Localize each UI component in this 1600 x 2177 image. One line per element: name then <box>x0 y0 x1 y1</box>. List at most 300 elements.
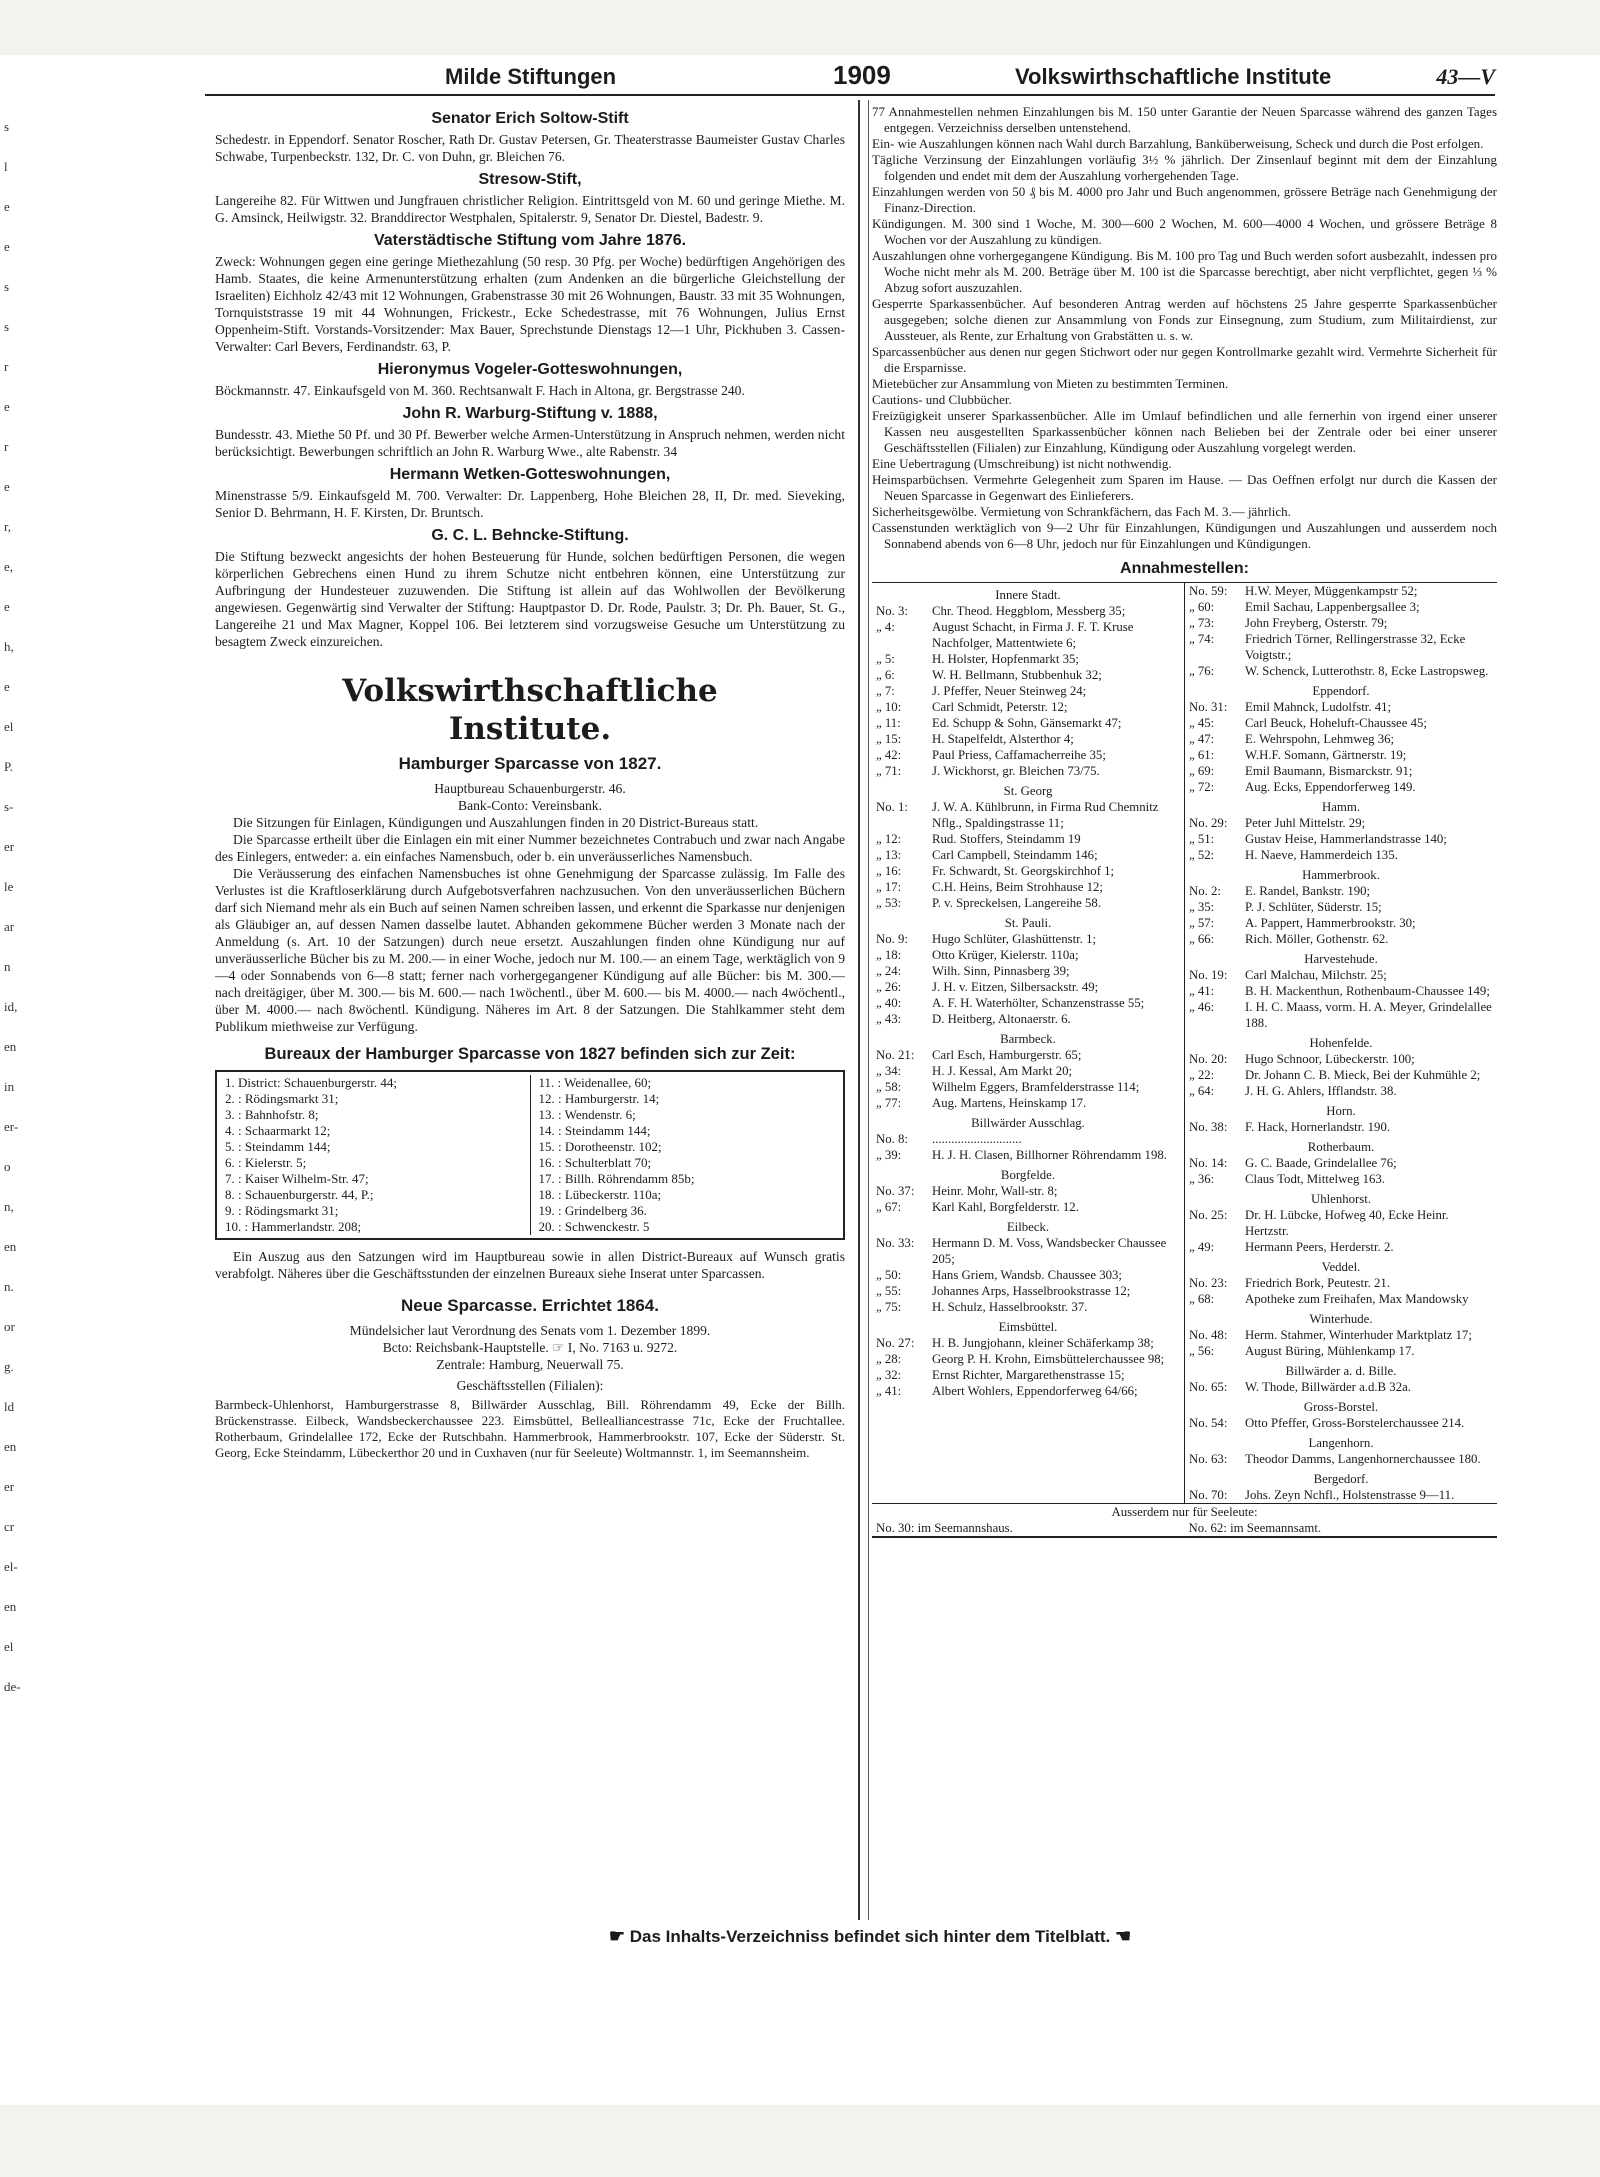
gutter-fragment: e <box>4 679 10 694</box>
agency-number: No. 70: <box>1189 1488 1228 1502</box>
foundation-body: Die Stiftung bezweckt angesichts der hohen Besteuerung für Hunde, solchen bedürftigen Personen, die wegen körperlichen Gebrechens einen Hund zu ihrem Schutze nicht entbehren können, eine Unterstützung zur Aufbringung der Hundesteuer zuzuwenden. Die Stiftung ist allein auf das Wohlwollen der Bevölkerung angewiesen. Gegenwärtig sind Verwalter der Stiftung: Hauptpastor D. Dr. Rode, Paulstr. 3; Dr. Ph. Bauer, St. G., Langereihe 21 und Max Magner, Koppel 106. Bei letzterem sind vorzugsweise Gesuche um Unterstützung zu besagtem Zweck einzureichen. <box>215 549 845 649</box>
district-heading: Eilbeck. <box>1006 1220 1050 1234</box>
agency-text: Johannes Arps, Hasselbrookstrasse 12; <box>932 1284 1131 1298</box>
gutter-fragment: de- <box>4 1679 21 1694</box>
bank-conto-neue-line: Bcto: Reichsbank-Hauptstelle. ☞ I, No. 7163 u. 9272. <box>382 1340 678 1355</box>
gutter-fragment: l <box>4 159 8 174</box>
gutter-fragment: e <box>4 399 10 414</box>
agency-number: „ 57: <box>1189 916 1215 930</box>
seeleute-row <box>872 1520 1497 1538</box>
agency-entry <box>1189 1275 1493 1291</box>
agency-text: F. Hack, Hornerlandstr. 190. <box>1245 1120 1391 1134</box>
agency-text: H.W. Meyer, Müggenkampstr 52; <box>1245 584 1418 598</box>
agency-entry <box>876 763 1180 779</box>
sparcasse-title: Hamburger Sparcasse von 1827. <box>398 754 662 773</box>
agency-text: Karl Kahl, Borgfelderstr. 12. <box>932 1200 1079 1214</box>
agency-entry <box>876 963 1180 979</box>
gutter-fragment: el- <box>4 1559 18 1574</box>
agency-number: „ 74: <box>1189 632 1215 646</box>
bureau-entry: 18. : Lübeckerstr. 110a; <box>538 1187 662 1202</box>
agency-text: Theodor Damms, Langenhornerchaussee 180. <box>1245 1452 1481 1466</box>
foundation-title: Vaterstädtische Stiftung vom Jahre 1876. <box>373 232 687 249</box>
district-heading: Eimsbüttel. <box>998 1320 1058 1334</box>
agency-text: Emil Mahnck, Ludolfstr. 41; <box>1245 700 1392 714</box>
bureau-entry: 19. : Grindelberg 36. <box>538 1203 647 1218</box>
annahmestellen-table <box>872 582 1497 1503</box>
agency-number: „ 55: <box>876 1284 902 1298</box>
gutter-fragment: e <box>4 239 10 254</box>
bureau-entry: 7. : Kaiser Wilhelm-Str. 47; <box>225 1171 369 1186</box>
agency-entry <box>1189 847 1493 863</box>
agency-text: Wilh. Sinn, Pinnasberg 39; <box>932 964 1070 978</box>
agency-number: „ 17: <box>876 880 902 894</box>
agency-entry <box>1189 1119 1493 1135</box>
foundation-title: Hermann Wetken-Gotteswohnungen, <box>389 466 671 483</box>
agency-number: „ 50: <box>876 1268 902 1282</box>
veraeusserung-paragraph: Die Veräusserung des einfachen Namensbuches ist ohne Genehmigung der Sparcasse zulässig. Im Falle des Verlustes ist die Kraftloserklärung durch Aufgebotsverfahren nachzusuchen. Von den unveräusserlichen Büchern darf sich Niemand mehr als ein Buch auf seinen Namen schreiben lassen, und erkennt die Sparkasse nur denjenigen als Gläubiger an, auf dessen Namen dasselbe lautet. Abhanden gekommene Bücher werden 3 Monate nach der Anmeldung (s. Art. 10 der Satzungen) durch neue ersetzt. Auszahlungen finden ohne Kündigung nur auf unveräusserliche Bücher bis zu M. 200.— in einer Woche, jedoch nur M. 100.— an einem Tage, werktäglich von 9—4 oder Sonnabends von 6—8 statt; ferner nach vorhergegangener Kündigung auf alle Bücher: bis M. 300.— nach dreitägiger, über M. 300.— bis M. 600.— nach 1wöchentl., über M. 600.— bis M. 4000.— nach 4wöchentl., über M. 4000.— nach 8wöchentl. Kündigung. Näheres im Art. 8 der Satzungen. Die Stahlkammer steht dem Publikum miethweise zur Verfügung. <box>215 866 845 1034</box>
feature-paragraph: Freizügigkeit unserer Sparkassenbücher. Alle im Umlauf befindlichen und alle fernerhin von irgend einer unserer Kassen neu ausgestellten Sparkassenbücher können nach Belieben bei der Zentrale oder bei einer unserer Geschäftsstellen (Filialen) zur Einzahlung, Kündigung oder Auszahlung vorgelegt werden. <box>872 408 1497 455</box>
agency-number: „ 18: <box>876 948 902 962</box>
agency-text: A. Pappert, Hammerbrookstr. 30; <box>1245 916 1416 930</box>
agency-number: No. 3: <box>876 604 908 618</box>
agency-number: No. 63: <box>1189 1452 1228 1466</box>
agency-text: Dr. Johann C. B. Mieck, Bei der Kuhmühle 2; <box>1245 1068 1481 1082</box>
agency-text: D. Heitberg, Altonaerstr. 6. <box>932 1012 1071 1026</box>
contrabuch-paragraph: Die Sparcasse ertheilt über die Einlagen ein mit einer Nummer bezeichnetes Contrabuch und zwar nach Angabe des Einlegers, entweder: a. ein einfaches Namensbuch, oder b. ein unveräusserliches Namensbuch. <box>215 832 845 864</box>
agency-number: „ 41: <box>876 1384 902 1398</box>
gutter-fragment: id, <box>4 999 18 1014</box>
district-heading: Hohenfelde. <box>1309 1036 1373 1050</box>
footer-text: Das Inhalts-Verzeichniss befindet sich hinter dem Titelblatt. <box>629 1927 1111 1946</box>
agency-text: Carl Campbell, Steindamm 146; <box>932 848 1098 862</box>
agency-text: P. J. Schlüter, Süderstr. 15; <box>1245 900 1382 914</box>
agency-number: No. 54: <box>1189 1416 1228 1430</box>
agency-text: Herm. Stahmer, Winterhuder Marktplatz 17; <box>1245 1328 1472 1342</box>
agency-number: „ 5: <box>876 652 895 666</box>
district-heading: Barmbeck. <box>1000 1032 1056 1046</box>
gutter-fragment: er <box>4 1479 15 1494</box>
agency-number: „ 47: <box>1189 732 1215 746</box>
gutter-fragment: en <box>4 1439 17 1454</box>
agency-entry <box>1189 815 1493 831</box>
agency-number: No. 38: <box>1189 1120 1228 1134</box>
agency-entry <box>1189 1487 1493 1503</box>
agency-entry <box>1189 1083 1493 1099</box>
gutter-fragment: en <box>4 1599 17 1614</box>
feature-paragraph: Mietebücher zur Ansammlung von Mieten zu bestimmten Terminen. <box>872 376 1229 391</box>
agency-entry <box>876 947 1180 963</box>
gutter-fragment: g. <box>4 1359 14 1374</box>
agency-number: „ 45: <box>1189 716 1215 730</box>
agency-number: „ 66: <box>1189 932 1215 946</box>
agency-number: „ 71: <box>876 764 902 778</box>
agency-entry <box>876 1283 1180 1299</box>
agency-entry <box>1189 1207 1493 1239</box>
agency-text: Otto Pfeffer, Gross-Borstelerchaussee 214. <box>1245 1416 1465 1430</box>
agency-text: Johs. Zeyn Nchfl., Holstenstrasse 9—11. <box>1245 1488 1455 1502</box>
gutter-fragment: s <box>4 119 10 134</box>
agency-entry <box>876 651 1180 667</box>
feature-paragraph: Sparcassenbücher aus denen nur gegen Stichwort oder nur gegen Kontrollmarke gezahlt wird. Vermehrte Sicherheit für die Ersparnisse. <box>872 344 1497 375</box>
agency-text: Gustav Heise, Hammerlandstrasse 140; <box>1245 832 1447 846</box>
foundation-title: Stresow-Stift, <box>478 171 582 188</box>
feature-paragraph: Cautions- und Clubbücher. <box>872 392 1012 407</box>
gutter-fragment: er- <box>4 1119 19 1134</box>
gutter-fragment: e <box>4 199 10 214</box>
bureau-entry: 3. : Bahnhofstr. 8; <box>225 1107 319 1122</box>
bank-conto-line: Bank-Conto: Vereinsbank. <box>458 798 602 813</box>
column-divider <box>858 100 860 1920</box>
foundation-title: Hieronymus Vogeler-Gotteswohnungen, <box>377 361 683 378</box>
agency-text: Hugo Schlüter, Glashüttenstr. 1; <box>932 932 1097 946</box>
feature-paragraph: Cassenstunden werktäglich von 9—2 Uhr für Einzahlungen, Kündigungen und Auszahlungen und ausserdem noch Sonnabend abends von 6—8 Uhr, jedoch nur für Einzahlungen und Kündigungen. <box>872 520 1497 551</box>
agency-entry <box>1189 915 1493 931</box>
agency-entry <box>1189 583 1493 599</box>
agency-entry <box>876 1383 1180 1399</box>
agency-number: „ 39: <box>876 1148 902 1162</box>
section-title-line-2: Institute. <box>448 711 612 747</box>
seeleute-right: No. 62: im Seemannsamt. <box>1188 1521 1322 1535</box>
footer-notice <box>470 1926 1270 1947</box>
agency-text: E. Randel, Bankstr. 190; <box>1245 884 1371 898</box>
gutter-fragment: r <box>4 359 9 374</box>
agency-entry <box>1189 983 1493 999</box>
gutter-fragment: n <box>4 959 11 974</box>
agency-text: W. Thode, Billwärder a.d.B 32a. <box>1245 1380 1411 1394</box>
agency-number: No. 21: <box>876 1048 915 1062</box>
agency-number: „ 40: <box>876 996 902 1010</box>
foundation-title: John R. Warburg-Stiftung v. 1888, <box>402 405 658 422</box>
feature-paragraph: Eine Uebertragung (Umschreibung) ist nicht nothwendig. <box>872 456 1172 471</box>
district-heading: Innere Stadt. <box>995 588 1061 602</box>
agency-text: H. Schulz, Hasselbrookstr. 37. <box>932 1300 1088 1314</box>
district-heading: Eppendorf. <box>1312 684 1370 698</box>
agency-text: Emil Sachau, Lappenbergsallee 3; <box>1245 600 1420 614</box>
agency-number: „ 56: <box>1189 1344 1215 1358</box>
agency-entry <box>876 731 1180 747</box>
district-heading: Billwärder a. d. Bille. <box>1285 1364 1397 1378</box>
foundation-body: Bundesstr. 43. Miethe 50 Pf. und 30 Pf. Bewerber welche Armen-Unterstützung in Anspruch nehmen, werden nicht berücksichtigt. Bewerbungen schriftlich an John R. Warburg Wwe., alte Rabenstr. 34 <box>215 427 845 459</box>
agency-entry <box>1189 1051 1493 1067</box>
agency-number: „ 64: <box>1189 1084 1215 1098</box>
agency-number: „ 26: <box>876 980 902 994</box>
agency-text: Carl Esch, Hamburgerstr. 65; <box>932 1048 1082 1062</box>
agency-entry <box>876 1147 1180 1163</box>
feature-paragraph: Einzahlungen werden von 50 ₰ bis M. 4000 pro Jahr und Buch angenommen, grössere Beträge nach Genehmigung der Finanz-Direction. <box>872 184 1497 215</box>
agency-entry <box>1189 663 1493 679</box>
header-page-number: 43—V <box>1436 64 1495 89</box>
foundation-body: Zweck: Wohnungen gegen eine geringe Miethezahlung (50 resp. 30 Pfg. per Woche) bedürftigen Angehörigen des Hamb. Staates, die keine Armenunterstützung erhalten (zum Andenken an die bürgerliche Gleichstellung der Israeliten) Eichholz 42/43 mit 12 Wohnungen, Grabenstrasse 30 mit 26 Wohnungen, Baustr. 33 mit 35 Wohnungen, Tornquiststrasse 19 mit 44 Wohnungen, Frickestr., Ecke Schedestrasse, mit 76 Wohnungen, Julius Ernst Oppenheim-Stift. Vorstands-Vorsitzender: Max Bauer, Sprechstunde Dienstags 12—1 Uhr, Pickhuben 3. Cassen-Verwalter: Carl Bevers, Ferdinandstr. 63, P. <box>215 254 845 354</box>
agency-text: P. v. Spreckelsen, Langereihe 58. <box>932 896 1102 910</box>
annahmestellen-column-right <box>1184 583 1497 1503</box>
agency-text: I. H. C. Maass, vorm. H. A. Meyer, Grindelallee 188. <box>1245 1000 1492 1030</box>
agency-entry <box>876 863 1180 879</box>
agency-text: Friedrich Bork, Peutestr. 21. <box>1245 1276 1391 1290</box>
section-title-line-1: Volkswirthschaftliche <box>342 673 718 709</box>
agency-entry <box>876 1267 1180 1283</box>
agency-number: „ 46: <box>1189 1000 1215 1014</box>
agency-text: Claus Todt, Mittelweg 163. <box>1245 1172 1385 1186</box>
agency-entry <box>1189 931 1493 947</box>
agency-text: H. J. H. Clasen, Billhorner Röhrendamm 198. <box>932 1148 1167 1162</box>
agency-entry <box>1189 967 1493 983</box>
foundation-body: Schedestr. in Eppendorf. Senator Roscher, Rath Dr. Gustav Petersen, Gr. Theaterstrasse Baumeister Gustav Charles Schwabe, Turpenbeckstr. 132, Dr. C. von Duhn, gr. Bleichen 76. <box>215 132 845 164</box>
gutter-fragment: or <box>4 1319 15 1334</box>
agency-entry <box>876 895 1180 911</box>
agency-number: No. 31: <box>1189 700 1228 714</box>
section-title <box>215 672 845 748</box>
feature-paragraph: Sicherheitsgewölbe. Vermietung von Schrankfächern, das Fach M. 3.— jährlich. <box>872 504 1291 519</box>
gutter-fragment: s- <box>4 799 14 814</box>
agency-text: Peter Juhl Mittelstr. 29; <box>1245 816 1366 830</box>
district-heading: Billwärder Ausschlag. <box>971 1116 1085 1130</box>
gutter-fragment: ar <box>4 919 15 934</box>
gutter-fragment: s <box>4 279 10 294</box>
gutter-fragment: P. <box>4 759 14 774</box>
filialen-heading: Geschäftsstellen (Filialen): <box>456 1378 604 1393</box>
agency-entry <box>876 799 1180 831</box>
gutter-fragment: el <box>4 719 14 734</box>
agency-entry <box>1189 1343 1493 1359</box>
agency-entry <box>1189 1239 1493 1255</box>
agency-entry <box>876 699 1180 715</box>
district-heading: Harvestehude. <box>1304 952 1378 966</box>
agency-entry <box>876 715 1180 731</box>
neue-sparcasse-title: Neue Sparcasse. Errichtet 1864. <box>401 1296 659 1315</box>
agency-number: No. 59: <box>1189 584 1228 598</box>
agency-text: Hermann Peers, Herderstr. 2. <box>1245 1240 1394 1254</box>
gutter-fragment: en <box>4 1239 17 1254</box>
agency-text: H. Naeve, Hammerdeich 135. <box>1245 848 1398 862</box>
agency-text: Aug. Ecks, Eppendorferweg 149. <box>1245 780 1416 794</box>
agency-number: No. 14: <box>1189 1156 1228 1170</box>
bureau-entry: 15. : Dorotheenstr. 102; <box>538 1139 662 1154</box>
agency-number: No. 27: <box>876 1336 915 1350</box>
bureaus-title: Bureaux der Hamburger Sparcasse von 1827 befinden sich zur Zeit: <box>264 1045 796 1063</box>
agency-text: Fr. Schwardt, St. Georgskirchhof 1; <box>932 864 1115 878</box>
agency-number: „ 77: <box>876 1096 902 1110</box>
column-divider-inner <box>868 100 869 1920</box>
agency-number: „ 4: <box>876 620 895 634</box>
agency-number: No. 23: <box>1189 1276 1228 1290</box>
agency-text: John Freyberg, Osterstr. 79; <box>1245 616 1388 630</box>
agency-entry <box>876 1011 1180 1027</box>
bureau-entry: 14. : Steindamm 144; <box>538 1123 651 1138</box>
agency-text: H. Stapelfeldt, Alsterthor 4; <box>932 732 1074 746</box>
agency-number: „ 28: <box>876 1352 902 1366</box>
agency-entry <box>1189 999 1493 1031</box>
header-section-left: Milde Stiftungen <box>445 64 617 89</box>
bureau-entry: 8. : Schauenburgerstr. 44, P.; <box>225 1187 374 1202</box>
agency-text: Rich. Möller, Gothenstr. 62. <box>1245 932 1389 946</box>
agency-text: H. J. Kessal, Am Markt 20; <box>932 1064 1073 1078</box>
agency-text: August Schacht, in Firma J. F. T. Kruse Nachfolger, Mattentwiete 6; <box>932 620 1134 650</box>
district-heading: Veddel. <box>1321 1260 1361 1274</box>
gutter-fragment: n. <box>4 1279 14 1294</box>
agency-entry <box>876 995 1180 1011</box>
agency-text: Rud. Stoffers, Steindamm 19 <box>932 832 1081 846</box>
agency-entry <box>876 1063 1180 1079</box>
agency-entry <box>876 879 1180 895</box>
agency-entry <box>876 979 1180 995</box>
gutter-fragment: n, <box>4 1199 14 1214</box>
agency-text: Chr. Theod. Heggblom, Messberg 35; <box>932 604 1126 618</box>
feature-paragraph: Tägliche Verzinsung der Einzahlungen vorläufig 3½ % jährlich. Der Zinsenlauf beginnt mit dem der Einzahlung folgenden und endet mit dem der Auszahlung vorhergehenden Tage. <box>872 152 1497 183</box>
agency-entry <box>1189 699 1493 715</box>
zentrale-line: Zentrale: Hamburg, Neuerwall 75. <box>436 1357 624 1372</box>
agency-entry <box>1189 731 1493 747</box>
agency-text: J. H. v. Eitzen, Silbersackstr. 49; <box>932 980 1099 994</box>
agency-entry <box>876 847 1180 863</box>
agency-number: „ 22: <box>1189 1068 1215 1082</box>
agency-number: No. 33: <box>876 1236 915 1250</box>
agency-number: „ 16: <box>876 864 902 878</box>
agency-text: Georg P. H. Krohn, Eimsbüttelerchaussee 98; <box>932 1352 1165 1366</box>
annahmestellen-title: Annahmestellen: <box>1120 560 1249 577</box>
district-heading: Hammerbrook. <box>1302 868 1380 882</box>
filialen-list: Barmbeck-Uhlenhorst, Hamburgerstrasse 8, Billwärder Ausschlag, Bill. Röhrendamm 49, Ecke der Billh. Brückenstrasse. Eilbeck, Wandsbeckerchaussee 223. Eimsbüttel, Bellealliancestrasse 71c, Ecke der Fruchtallee. Rotherbaum, Grindelallee 172, Ecke der Rutschbahn. Hammerbrook, Hammerbrookstr. 107, Ecke der Süderstr. St. Georg, Ecke Steindamm, Lübeckerthor 20 und in Cuxhaven (nur für Seeleute) Woltmannstr. 1, im Seemannsheim. <box>215 1397 845 1460</box>
agency-entry <box>876 1367 1180 1383</box>
agency-text: Ernst Richter, Margarethenstrasse 15; <box>932 1368 1125 1382</box>
agency-number: No. 1: <box>876 800 908 814</box>
feature-paragraph: Auszahlungen ohne vorhergegangene Kündigung. Bis M. 100 pro Tag und Buch werden sofort ausbezahlt, indessen pro Woche nicht mehr als M. 200. Beträge über M. 100 ist die Sparcasse berechtigt, aber nicht verpflichtet, gegen ⅓ % Abzug sofort auszuzahlen. <box>872 248 1497 295</box>
left-gutter-fragments <box>0 0 22 2050</box>
district-heading: Gross-Borstel. <box>1303 1400 1379 1414</box>
agency-number: „ 32: <box>876 1368 902 1382</box>
agency-number: „ 13: <box>876 848 902 862</box>
agency-entry <box>876 619 1180 651</box>
agency-entry <box>1189 779 1493 795</box>
agency-number: „ 52: <box>1189 848 1215 862</box>
agency-entry <box>876 831 1180 847</box>
agency-number: No. 2: <box>1189 884 1221 898</box>
pointing-hand-icon: ☛ <box>608 1926 625 1946</box>
agency-number: „ 42: <box>876 748 902 762</box>
agency-entry <box>1189 599 1493 615</box>
agency-text: August Büring, Mühlenkamp 17. <box>1245 1344 1415 1358</box>
agency-text: W.H.F. Somann, Gärtnerstr. 19; <box>1245 748 1407 762</box>
bureau-entry: 9. : Rödingsmarkt 31; <box>225 1203 339 1218</box>
bureau-entry: 16. : Schulterblatt 70; <box>538 1155 652 1170</box>
bureaus-box <box>215 1070 845 1240</box>
gutter-fragment: s <box>4 319 10 334</box>
agency-number: „ 49: <box>1189 1240 1215 1254</box>
annahmestellen-column-left <box>872 583 1184 1503</box>
agency-text: Heinr. Mohr, Wall-str. 8; <box>932 1184 1058 1198</box>
agency-entry <box>876 747 1180 763</box>
gutter-fragment: el <box>4 1639 14 1654</box>
agency-entry <box>876 667 1180 683</box>
agency-number: No. 19: <box>1189 968 1228 982</box>
agency-text: Hermann D. M. Voss, Wandsbecker Chaussee 205; <box>932 1236 1167 1266</box>
foundation-title: Senator Erich Soltow-Stift <box>431 110 629 127</box>
agency-text: J. Wickhorst, gr. Bleichen 73/75. <box>932 764 1100 778</box>
agency-entry <box>1189 831 1493 847</box>
agency-entry <box>876 1095 1180 1111</box>
agency-number: „ 35: <box>1189 900 1215 914</box>
agency-number: „ 36: <box>1189 1172 1215 1186</box>
neue-sparcasse-features <box>872 104 1497 552</box>
gutter-fragment: en <box>4 1039 17 1054</box>
agency-text: W. Schenck, Lutterothstr. 8, Ecke Lastropsweg. <box>1245 664 1489 678</box>
muendelsicher-line: Mündelsicher laut Verordnung des Senats vom 1. Dezember 1899. <box>349 1323 711 1338</box>
gutter-fragment: e <box>4 599 10 614</box>
agency-number: „ 72: <box>1189 780 1215 794</box>
agency-number: No. 8: <box>876 1132 908 1146</box>
agency-entry <box>1189 1171 1493 1187</box>
bureau-entry: 6. : Kielerstr. 5; <box>225 1155 307 1170</box>
agency-text: Wilhelm Eggers, Bramfelderstrasse 114; <box>932 1080 1140 1094</box>
bureau-entry: 12. : Hamburgerstr. 14; <box>538 1091 660 1106</box>
agency-entry <box>1189 1291 1493 1307</box>
agency-text: ............................ <box>932 1132 1022 1146</box>
agency-number: „ 7: <box>876 684 895 698</box>
agency-number: „ 34: <box>876 1064 902 1078</box>
agency-number: „ 73: <box>1189 616 1215 630</box>
agency-text: Hugo Schnoor, Lübeckerstr. 100; <box>1245 1052 1415 1066</box>
agency-number: No. 25: <box>1189 1208 1228 1222</box>
agency-entry <box>876 1183 1180 1199</box>
agency-text: B. H. Mackenthun, Rothenbaum-Chaussee 149; <box>1245 984 1490 998</box>
right-column <box>872 104 1497 1538</box>
agency-text: J. W. A. Kühlbrunn, in Firma Rud Chemnitz Nflg., Spaldingstrasse 11; <box>932 800 1159 830</box>
hauptbureau-line: Hauptbureau Schauenburgerstr. 46. <box>434 781 626 796</box>
agency-text: Emil Baumann, Bismarckstr. 91; <box>1245 764 1413 778</box>
bureau-entry: 10. : Hammerlandstr. 208; <box>225 1219 362 1234</box>
agency-text: H. B. Jungjohann, kleiner Schäferkamp 38; <box>932 1336 1154 1350</box>
agency-entry <box>1189 883 1493 899</box>
agency-number: No. 29: <box>1189 816 1228 830</box>
district-heading: Horn. <box>1326 1104 1356 1118</box>
agency-number: „ 10: <box>876 700 902 714</box>
agency-entry <box>1189 899 1493 915</box>
agency-entry <box>1189 1155 1493 1171</box>
feature-paragraph: Gesperrte Sparkassenbücher. Auf besonderen Antrag werden auf höchstens 25 Jahre gesperrte Sparkassenbücher ausgegeben; solche dienen zur Ansammlung von Fonds zur Einsegnung, zum Studium, zum Militairdienst, zur Aussteuer, als Rente, zur Erhaltung von Grabstätten u. s. w. <box>872 296 1497 343</box>
agency-number: „ 69: <box>1189 764 1215 778</box>
agency-entry <box>1189 715 1493 731</box>
agency-text: A. F. H. Waterhölter, Schanzenstrasse 55; <box>932 996 1145 1010</box>
header-year: 1909 <box>833 60 891 90</box>
agency-number: „ 76: <box>1189 664 1215 678</box>
agency-entry <box>1189 763 1493 779</box>
agency-entry <box>876 1199 1180 1215</box>
agency-entry <box>876 931 1180 947</box>
district-heading: Uhlenhorst. <box>1310 1192 1372 1206</box>
agency-entry <box>1189 1415 1493 1431</box>
bureau-entry: 20. : Schwenckestr. 5 <box>538 1219 650 1234</box>
feature-paragraph: Ein- wie Auszahlungen können nach Wahl durch Barzahlung, Banküberweisung, Scheck und durch die Post erfolgen. <box>872 136 1484 151</box>
agency-text: Ed. Schupp & Sohn, Gänsemarkt 47; <box>932 716 1122 730</box>
agency-entry <box>876 1079 1180 1095</box>
agency-entry <box>876 683 1180 699</box>
bureaus-column-right <box>530 1075 844 1235</box>
agency-text: Carl Beuck, Hoheluft-Chaussee 45; <box>1245 716 1427 730</box>
agency-text: Otto Krüger, Kielerstr. 110a; <box>932 948 1079 962</box>
agency-number: „ 58: <box>876 1080 902 1094</box>
gutter-fragment: r, <box>4 519 12 534</box>
agency-number: „ 75: <box>876 1300 902 1314</box>
agency-text: G. C. Baade, Grindelallee 76; <box>1245 1156 1397 1170</box>
feature-paragraph: 77 Annahmestellen nehmen Einzahlungen bis M. 150 unter Garantie der Neuen Sparcasse während des ganzen Tages entgegen. Verzeichniss derselben untenstehend. <box>872 104 1497 135</box>
agency-text: H. Holster, Hopfenmarkt 35; <box>932 652 1079 666</box>
agency-entry <box>1189 1451 1493 1467</box>
sitzungen-paragraph: Die Sitzungen für Einlagen, Kündigungen und Auszahlungen finden in 20 District-Bureaus statt. <box>233 815 759 830</box>
district-heading: St. Georg <box>1003 784 1053 798</box>
gutter-fragment: h, <box>4 639 14 654</box>
seeleute-title: Ausserdem nur für Seeleute: <box>872 1503 1497 1520</box>
agency-text: J. Pfeffer, Neuer Steinweg 24; <box>932 684 1087 698</box>
agency-number: No. 37: <box>876 1184 915 1198</box>
